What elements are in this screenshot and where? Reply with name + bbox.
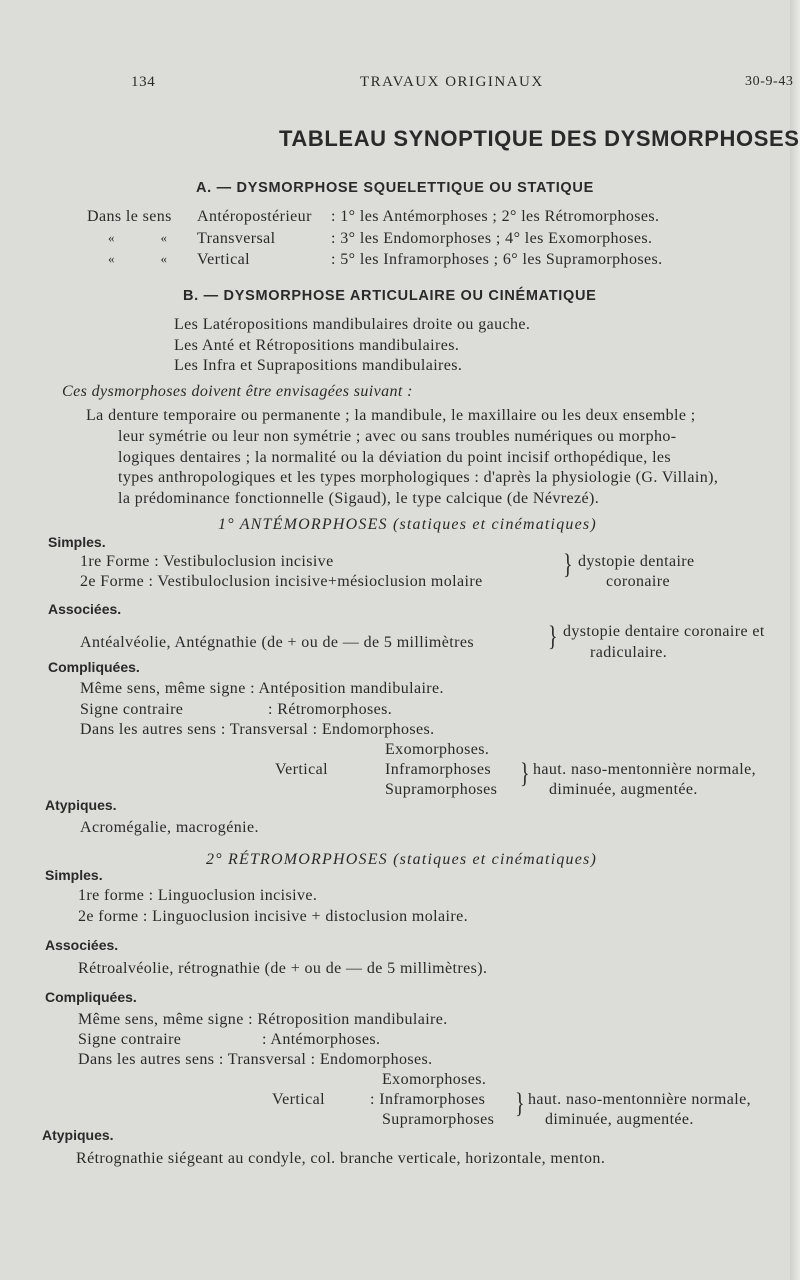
section-a-row-prefix: « « xyxy=(108,251,168,266)
section-a-row-prefix: « « xyxy=(108,230,168,245)
ante-forme-2: 2e Forme : Vestibuloclusion incisive+mésioclusion molaire xyxy=(80,573,483,590)
retro-compliquee-line: : Inframorphoses xyxy=(370,1091,486,1108)
antemorphoses-heading: 1° ANTÉMORPHOSES (statiques et cinématiques) xyxy=(218,516,597,533)
ante-associees-note-1: dystopie dentaire coronaire et xyxy=(563,623,765,640)
ante-atypiques-text: Acromégalie, macrogénie. xyxy=(80,819,259,836)
ante-compliquee-line: haut. naso-mentonnière normale, xyxy=(533,761,756,778)
brace-icon: } xyxy=(515,1088,525,1120)
ante-associees-text: Antéalvéolie, Antégnathie (de + ou de — de 5 millimètres xyxy=(80,634,474,651)
ante-compliquee-line: Même sens, même signe : Antéposition mandibulaire. xyxy=(80,680,444,697)
retro-compliquee-line: haut. naso-mentonnière normale, xyxy=(528,1091,751,1108)
retro-simples-label: Simples. xyxy=(45,867,103,883)
section-b-heading: B. — DYSMORPHOSE ARTICULAIRE OU CINÉMATIQUE xyxy=(183,288,597,304)
ante-forme-note-1: dystopie dentaire xyxy=(578,553,695,570)
ante-compliquee-line: Inframorphoses xyxy=(385,761,492,778)
ante-compliquees-label: Compliquées. xyxy=(48,659,140,675)
considerations-line: logiques dentaires ; la normalité ou la déviation du point incisif orthopédique, les xyxy=(118,449,672,466)
section-b-line: Les Infra et Suprapositions mandibulaires. xyxy=(174,357,463,374)
section-a-row-prefix: Dans le sens xyxy=(87,208,172,225)
ante-simples-label: Simples. xyxy=(48,534,106,550)
retro-forme-2: 2e forme : Linguoclusion incisive + distoclusion molaire. xyxy=(78,908,468,925)
brace-icon: } xyxy=(520,758,530,790)
section-a-row-plane: Vertical xyxy=(197,251,250,268)
section-a-row-plane: Transversal xyxy=(197,230,276,247)
retro-forme-1: 1re forme : Linguoclusion incisive. xyxy=(78,887,318,904)
ante-compliquee-line: : Rétromorphoses. xyxy=(268,701,393,718)
ante-compliquee-line: Vertical xyxy=(275,761,328,778)
ante-compliquee-line: diminuée, augmentée. xyxy=(549,781,698,798)
page-title: TABLEAU SYNOPTIQUE DES DYSMORPHOSES xyxy=(279,126,800,151)
section-b-line: Les Anté et Rétropositions mandibulaires. xyxy=(174,337,460,354)
retro-compliquee-line: Exomorphoses. xyxy=(382,1071,487,1088)
section-a-row-types: : 1° les Antémorphoses ; 2° les Rétromorphoses. xyxy=(331,208,660,225)
ante-compliquee-line: Dans les autres sens : Transversal : Endomorphoses. xyxy=(80,721,435,738)
ante-compliquee-line: Signe contraire xyxy=(80,701,184,718)
ante-associees-label: Associées. xyxy=(48,601,122,617)
retro-atypiques-text: Rétrognathie siégeant au condyle, col. branche verticale, horizontale, menton. xyxy=(76,1150,606,1167)
retro-associees-label: Associées. xyxy=(45,937,119,953)
retro-compliquee-line: Signe contraire xyxy=(78,1031,182,1048)
brace-icon: } xyxy=(548,621,558,653)
ante-compliquee-line: Supramorphoses xyxy=(385,781,498,798)
ante-forme-1: 1re Forme : Vestibuloclusion incisive xyxy=(80,553,334,570)
considerations-line: leur symétrie ou leur non symétrie ; avec ou sans troubles numériques ou morpho- xyxy=(118,428,677,445)
section-a-row-plane: Antéropostérieur xyxy=(197,208,312,225)
ante-compliquee-line: Exomorphoses. xyxy=(385,741,490,758)
retromorphoses-heading: 2° RÉTROMORPHOSES (statiques et cinématiques) xyxy=(206,851,597,868)
ante-associees-note-2: radiculaire. xyxy=(590,644,668,661)
retro-compliquee-line: Dans les autres sens : Transversal : Endomorphoses. xyxy=(78,1051,433,1068)
page-edge-shadow xyxy=(790,0,800,1280)
retro-compliquee-line: diminuée, augmentée. xyxy=(545,1111,694,1128)
considerations-intro: Ces dysmorphoses doivent être envisagées suivant : xyxy=(62,383,413,400)
retro-atypiques-label: Atypiques. xyxy=(42,1127,114,1143)
retro-associees-text: Rétroalvéolie, rétrognathie (de + ou de — de 5 millimètres). xyxy=(78,960,488,977)
section-a-row-types: : 3° les Endomorphoses ; 4° les Exomorphoses. xyxy=(331,230,653,247)
retro-compliquee-line: Vertical xyxy=(272,1091,325,1108)
page-number: 134 xyxy=(131,74,156,90)
section-a-heading: A. — DYSMORPHOSE SQUELETTIQUE OU STATIQUE xyxy=(196,180,594,196)
ante-atypiques-label: Atypiques. xyxy=(45,797,117,813)
considerations-line: types anthropologiques et les types morphologiques : d'après la physiologie (G. Villain), xyxy=(118,469,719,486)
section-a-row-types: : 5° les Inframorphoses ; 6° les Supramorphoses. xyxy=(331,251,663,268)
running-date: 30-9-43 xyxy=(745,74,794,89)
section-b-line: Les Latéropositions mandibulaires droite ou gauche. xyxy=(174,316,531,333)
retro-compliquee-line: : Antémorphoses. xyxy=(262,1031,381,1048)
retro-compliquee-line: Supramorphoses xyxy=(382,1111,495,1128)
retro-compliquees-label: Compliquées. xyxy=(45,989,137,1005)
running-title: TRAVAUX ORIGINAUX xyxy=(360,74,544,90)
ante-forme-note-2: coronaire xyxy=(606,573,671,590)
considerations-line: la prédominance fonctionnelle (Sigaud), le type calcique (de Névrezé). xyxy=(118,490,600,507)
retro-compliquee-line: Même sens, même signe : Rétroposition mandibulaire. xyxy=(78,1011,448,1028)
brace-icon: } xyxy=(563,549,573,581)
considerations-line: La denture temporaire ou permanente ; la mandibule, le maxillaire ou les deux ensemble ; xyxy=(86,407,696,424)
